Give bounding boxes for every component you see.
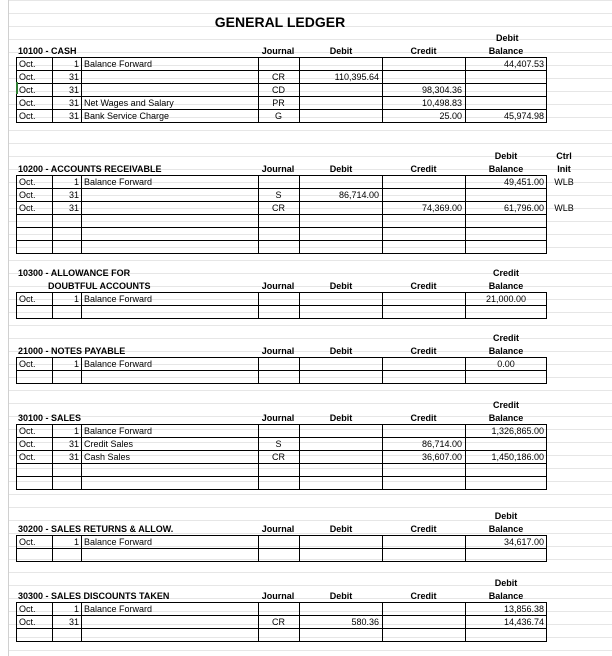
account-name-discounts: 30300 - SALES DISCOUNTS TAKEN — [18, 591, 170, 601]
account-name-allowance-line2: DOUBTFUL ACCOUNTS — [48, 281, 151, 291]
col-header-journal: Journal — [261, 46, 295, 56]
account-name-returns: 30200 - SALES RETURNS & ALLOW. — [18, 524, 174, 534]
col-header-ctrl: Ctrl — [556, 151, 572, 161]
col-header-credit: Credit — [410, 46, 437, 56]
col-header-balance: Balance — [488, 46, 524, 56]
col-header-debit-word: Debit — [496, 33, 519, 43]
col-header-init: Init — [557, 164, 571, 174]
active-cell-marker[interactable] — [16, 82, 18, 94]
row-gutter — [0, 0, 9, 656]
account-name-notes: 21000 - NOTES PAYABLE — [18, 346, 126, 356]
account-name-allowance: 10300 - ALLOWANCE FOR — [18, 268, 131, 278]
account-name-ar: 10200 - ACCOUNTS RECEIVABLE — [18, 164, 162, 174]
col-header-debit: Debit — [329, 46, 353, 56]
account-name-sales: 30100 - SALES — [18, 413, 82, 423]
account-name-cash: 10100 - CASH — [18, 46, 77, 56]
page-title: GENERAL LEDGER — [214, 14, 346, 30]
